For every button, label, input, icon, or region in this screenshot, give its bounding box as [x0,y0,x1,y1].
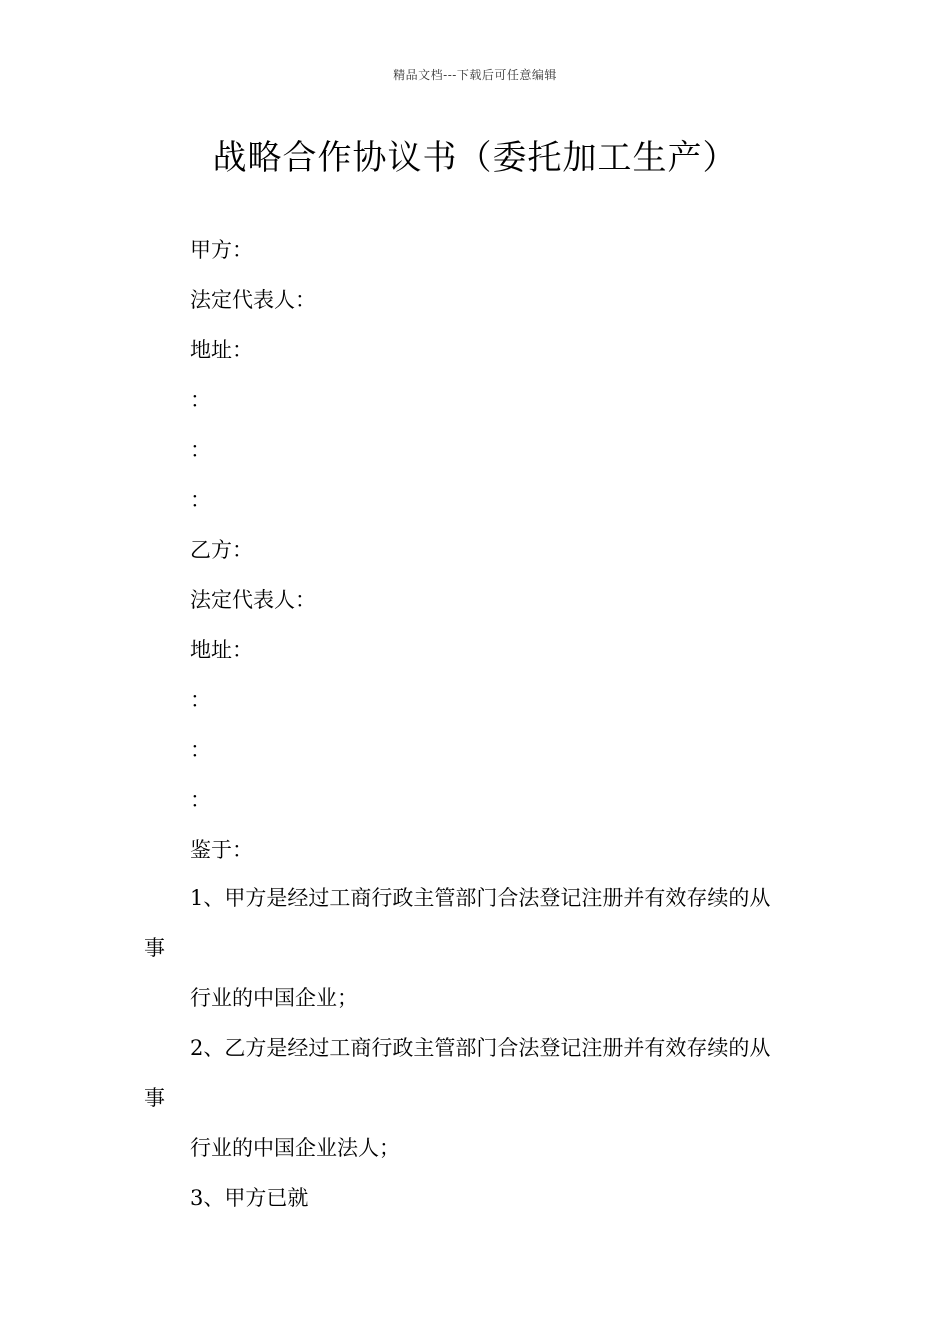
whereas-label: 鉴于： [190,838,253,862]
party-a-blank-2: ： [190,438,211,462]
party-a-blank-3: ： [190,488,211,512]
party-b-blank-1: ： [190,688,211,712]
party-b-blank-3: ： [190,788,211,812]
party-a-address-label: 地址： [190,338,253,362]
clause-1-line-3: 行业的中国企业； [190,986,358,1010]
party-a-rep-label: 法定代表人： [190,288,316,312]
clause-1-line-1: 1、甲方是经过工商行政主管部门合法登记注册并有效存续的从 [190,886,771,910]
clause-3-line-1: 3、甲方已就 [190,1186,309,1210]
party-b-label: 乙方： [190,538,253,562]
party-b-rep-label: 法定代表人： [190,588,316,612]
party-a-label: 甲方： [190,238,253,262]
clause-2-line-1: 2、乙方是经过工商行政主管部门合法登记注册并有效存续的从 [190,1036,771,1060]
party-b-address-label: 地址： [190,638,253,662]
clause-2-line-2: 事 [144,1086,165,1110]
clause-1-line-2: 事 [144,936,165,960]
party-a-blank-1: ： [190,388,211,412]
party-b-blank-2: ： [190,738,211,762]
clause-2-line-3: 行业的中国企业法人； [190,1136,400,1160]
document-title: 战略合作协议书（委托加工生产） [212,138,738,178]
header-note: 精品文档---下载后可任意编辑 [393,68,557,82]
